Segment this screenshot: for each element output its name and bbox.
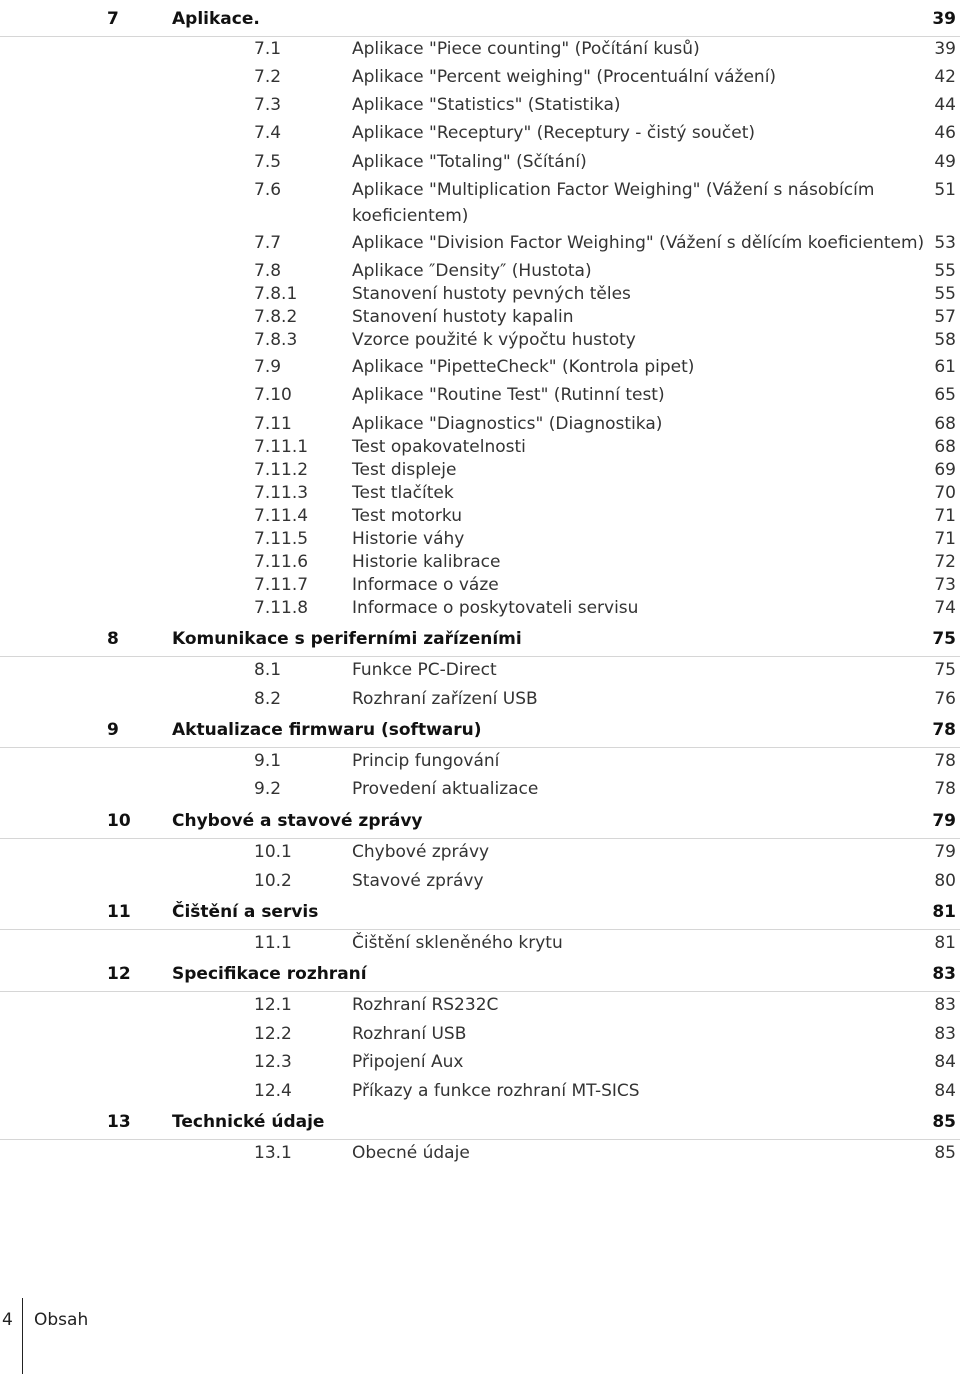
toc-page: 85 [934, 1143, 956, 1163]
toc-page: 55 [934, 284, 956, 304]
toc-num: 10.2 [254, 871, 292, 891]
toc-title: Princip fungování [352, 751, 500, 771]
toc-page: 84 [934, 1052, 956, 1072]
toc-title: Stavové zprávy [352, 871, 484, 891]
toc-num: 10 [107, 811, 131, 831]
toc-title: Rozhraní RS232C [352, 995, 499, 1015]
toc-subsection[interactable] [0, 597, 960, 625]
toc-title: Stanovení hustoty kapalin [352, 307, 574, 327]
toc-num: 12.1 [254, 995, 292, 1015]
toc-title: Aplikace "Division Factor Weighing" (Vážení s dělícím koeficientem) [352, 233, 925, 253]
toc-num: 8.2 [254, 689, 282, 709]
toc-page: 83 [932, 964, 956, 984]
toc-section[interactable] [0, 841, 960, 869]
toc-page: 83 [934, 1024, 956, 1044]
toc-num: 7.11.8 [254, 598, 309, 618]
toc-page: 71 [934, 529, 956, 549]
toc-chapter[interactable] [0, 901, 960, 930]
toc-title: Funkce PC-Direct [352, 660, 497, 680]
toc-page: 74 [934, 598, 956, 618]
footer-section-label: Obsah [34, 1310, 89, 1330]
toc-num: 7.11.7 [254, 575, 309, 595]
toc-page: 58 [934, 330, 956, 350]
toc-title: Obecné údaje [352, 1143, 470, 1163]
toc-num: 12.3 [254, 1052, 292, 1072]
toc-section[interactable] [0, 778, 960, 806]
toc-num: 9.1 [254, 751, 282, 771]
toc-num: 13 [107, 1112, 131, 1132]
toc-title: Technické údaje [172, 1112, 325, 1132]
toc-num: 12.2 [254, 1024, 292, 1044]
toc-num: 9.2 [254, 779, 282, 799]
toc-num: 8.1 [254, 660, 282, 680]
toc-page: 49 [934, 152, 956, 172]
page-footer [0, 1298, 960, 1374]
toc-title: Vzorce použité k výpočtu hustoty [352, 330, 636, 350]
toc-chapter[interactable] [0, 810, 960, 839]
toc-page: 46 [934, 123, 956, 143]
toc-title: Aplikace "Routine Test" (Rutinní test) [352, 385, 665, 405]
toc-page: 75 [934, 660, 956, 680]
toc-title: Aktualizace firmwaru (softwaru) [172, 720, 482, 740]
toc-num: 12.4 [254, 1081, 292, 1101]
toc-num: 7.11.3 [254, 483, 309, 503]
toc-title: Čištění a servis [172, 902, 319, 922]
toc-section[interactable] [0, 94, 960, 122]
toc-page: 78 [934, 751, 956, 771]
toc-chapter[interactable] [0, 719, 960, 748]
toc-page: 76 [934, 689, 956, 709]
toc-num: 7.9 [254, 357, 282, 377]
toc-page: 68 [934, 414, 956, 434]
toc-num: 7.5 [254, 152, 282, 172]
toc-num: 11 [107, 902, 131, 922]
toc-num: 7.11.5 [254, 529, 309, 549]
toc-num: 11.1 [254, 933, 292, 953]
toc-title: Aplikace. [172, 9, 260, 29]
toc-page: 53 [934, 233, 956, 253]
toc-page: 44 [934, 95, 956, 115]
toc-num: 7.6 [254, 180, 282, 200]
toc-title: Komunikace s periferními zařízeními [172, 629, 522, 649]
toc-num: 7.8.3 [254, 330, 298, 350]
toc-page: 39 [934, 39, 956, 59]
toc-title: Aplikace "Totaling" (Sčítání) [352, 152, 587, 172]
toc-section[interactable] [0, 151, 960, 179]
toc-num: 7 [107, 9, 119, 29]
toc-section[interactable] [0, 1142, 960, 1170]
toc-section[interactable] [0, 870, 960, 898]
toc-title: Aplikace "Receptury" (Receptury - čistý součet) [352, 123, 756, 143]
toc-section[interactable] [0, 122, 960, 150]
toc-title: Chybové zprávy [352, 842, 490, 862]
toc-title: Aplikace "Percent weighing" (Procentuální vážení) [352, 67, 777, 87]
toc-page: 85 [932, 1112, 956, 1132]
toc-page: 81 [934, 933, 956, 953]
toc-section[interactable] [0, 750, 960, 778]
toc-section[interactable] [0, 932, 960, 960]
toc-page: 75 [932, 629, 956, 649]
toc-section[interactable] [0, 179, 960, 226]
toc-chapter[interactable] [0, 628, 960, 657]
toc-title: Stanovení hustoty pevných těles [352, 284, 631, 304]
toc-title: Test tlačítek [352, 483, 454, 503]
toc-num: 8 [107, 629, 119, 649]
toc-num: 7.2 [254, 67, 282, 87]
toc-page: 65 [934, 385, 956, 405]
toc-chapter[interactable] [0, 1111, 960, 1140]
toc-page: 70 [934, 483, 956, 503]
toc-page: 68 [934, 437, 956, 457]
toc-title: Chybové a stavové zprávy [172, 811, 423, 831]
toc-title: Informace o váze [352, 575, 499, 595]
toc-title: Aplikace "Diagnostics" (Diagnostika) [352, 414, 663, 434]
toc-title: Příkazy a funkce rozhraní MT-SICS [352, 1081, 640, 1101]
toc-section[interactable] [0, 66, 960, 94]
toc-num: 7.4 [254, 123, 282, 143]
footer-divider [22, 1298, 23, 1374]
footer-page-number: 4 [2, 1310, 13, 1330]
toc-title: Rozhraní zařízení USB [352, 689, 538, 709]
toc-num: 7.7 [254, 233, 282, 253]
toc-subsection[interactable] [0, 329, 960, 357]
toc-chapter[interactable] [0, 963, 960, 992]
toc-page: 61 [934, 357, 956, 377]
toc-title: Aplikace "Multiplication Factor Weighing" (Vážení s násobícím koeficientem) [352, 180, 875, 226]
toc-page: 51 [934, 180, 956, 200]
toc-section[interactable] [0, 1051, 960, 1079]
toc-num: 7.11.2 [254, 460, 309, 480]
toc-title: Provedení aktualizace [352, 779, 539, 799]
toc-section[interactable] [0, 688, 960, 716]
toc-num: 7.8 [254, 261, 282, 281]
toc-num: 12 [107, 964, 131, 984]
toc-page: 79 [932, 811, 956, 831]
toc-page: 73 [934, 575, 956, 595]
toc-num: 7.8.1 [254, 284, 298, 304]
toc-page: 39 [932, 9, 956, 29]
toc-num: 13.1 [254, 1143, 292, 1163]
toc-page: 72 [934, 552, 956, 572]
toc-num: 9 [107, 720, 119, 740]
toc-num: 7.11.6 [254, 552, 309, 572]
toc-page: 55 [934, 261, 956, 281]
toc-section[interactable] [0, 356, 960, 384]
toc-title: Aplikace "Statistics" (Statistika) [352, 95, 621, 115]
toc-page: 80 [934, 871, 956, 891]
toc-title: Historie kalibrace [352, 552, 501, 572]
toc-page: 79 [934, 842, 956, 862]
toc-title: Aplikace "Piece counting" (Počítání kusů) [352, 39, 700, 59]
toc-section[interactable] [0, 1023, 960, 1051]
toc-section[interactable] [0, 384, 960, 412]
toc-section[interactable] [0, 659, 960, 687]
toc-num: 7.3 [254, 95, 282, 115]
toc-num: 7.11.1 [254, 437, 309, 457]
toc-title: Test opakovatelnosti [352, 437, 526, 457]
toc-section[interactable] [0, 994, 960, 1022]
toc-num: 7.1 [254, 39, 282, 59]
toc-chapter[interactable] [0, 8, 960, 37]
toc-title: Aplikace "PipetteCheck" (Kontrola pipet) [352, 357, 695, 377]
toc-page: 83 [934, 995, 956, 1015]
toc-title: Historie váhy [352, 529, 465, 549]
toc-section[interactable] [0, 232, 960, 260]
toc-page: 71 [934, 506, 956, 526]
toc-title: Specifikace rozhraní [172, 964, 367, 984]
toc-page: 78 [934, 779, 956, 799]
toc-page: 42 [934, 67, 956, 87]
toc-page: 78 [932, 720, 956, 740]
toc-page: 57 [934, 307, 956, 327]
toc-title: Test motorku [352, 506, 462, 526]
toc-num: 7.8.2 [254, 307, 298, 327]
toc-page: 81 [932, 902, 956, 922]
toc-title: Rozhraní USB [352, 1024, 467, 1044]
toc-num: 7.11.4 [254, 506, 309, 526]
toc-num: 10.1 [254, 842, 292, 862]
toc-num: 7.10 [254, 385, 292, 405]
toc-title: Informace o poskytovateli servisu [352, 598, 639, 618]
toc-title: Aplikace ″Density″ (Hustota) [352, 261, 592, 281]
toc-num: 7.11 [254, 414, 292, 434]
toc-page: 84 [934, 1081, 956, 1101]
toc-section[interactable] [0, 1080, 960, 1108]
toc-title: Připojení Aux [352, 1052, 464, 1072]
toc-title: Čištění skleněného krytu [352, 933, 563, 953]
toc-title: Test displeje [352, 460, 457, 480]
toc-section[interactable] [0, 38, 960, 66]
toc-page: 69 [934, 460, 956, 480]
